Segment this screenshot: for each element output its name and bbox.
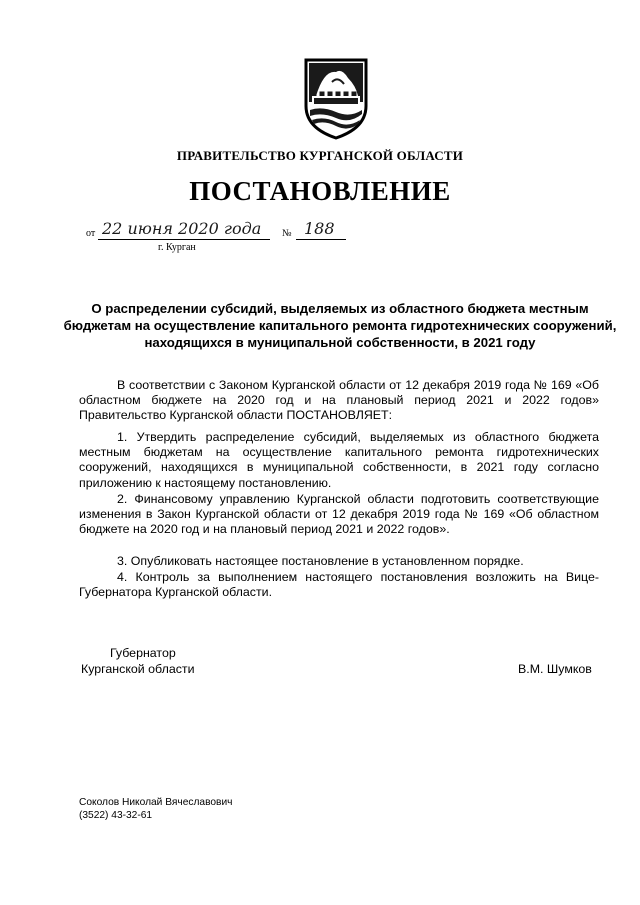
coat-of-arms-emblem [302,56,370,140]
government-name: ПРАВИТЕЛЬСТВО КУРГАНСКОЙ ОБЛАСТИ [176,148,464,163]
item-1: 1. Утвердить распределение субсидий, выделяемых из областного бюджета местным бюджетам на осуществление капитального ремонта гидротехнических сооружений, находящихся в муниципальной собственности, в 2021 году согласно приложению к настоящему постановлению. [79,430,599,490]
executor-phone: (3522) 43-32-61 [79,810,153,821]
document-subject-title: О распределении субсидий, выделяемых из областного бюджета местным бюджетам на осуществление капитального ремонта гидротехнических сооружений, находящихся в муниципальной собственности, в 2021 году [63,301,617,350]
number-handwritten: 188 [304,219,335,238]
date-handwritten: 22 июня 2020 года [102,219,262,238]
item-3: 3. Опубликовать настоящее постановление в установленном порядке. [117,554,524,568]
document-type-title: ПОСТАНОВЛЕНИЕ [189,176,451,206]
preamble: В соответствии с Законом Курганской области от 12 декабря 2019 года № 169 «Об областном бюджете на 2020 год и на плановый период 2021 и 2022 годов» Правительство Курганской области ПОСТАНОВЛЯЕТ: [79,378,599,423]
number-field [296,219,346,240]
date-field [98,219,270,240]
item-2: 2. Финансовому управлению Курганской области подготовить соответствующие изменения в Закон Курганской области от 12 декабря 2019 года № 169 «Об областном бюджете на 2020 год и на плановый период 2021 и 2022 годов». [79,492,599,537]
number-prefix: № [282,228,292,239]
signer-position-line1: Губернатор [110,646,176,660]
date-prefix: от [86,228,96,239]
signer-position-line2: Курганской области [81,662,195,676]
item-4: 4. Контроль за выполнением настоящего постановления возложить на Вице-Губернатора Курганской области. [79,570,599,600]
city: г. Курган [158,242,196,253]
executor-name: Соколов Николай Вячеславович [79,797,233,808]
signer-name: В.М. Шумков [518,662,592,676]
